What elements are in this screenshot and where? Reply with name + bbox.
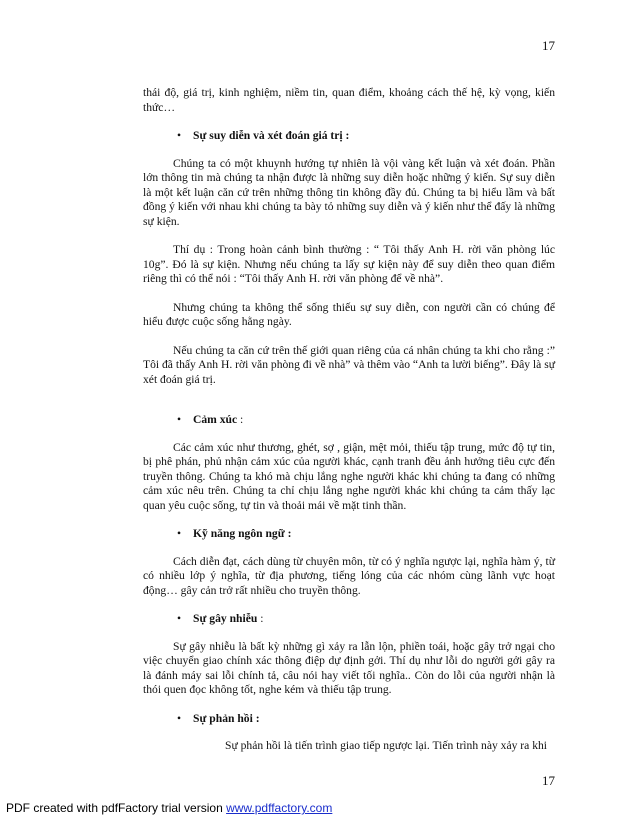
section-heading-language	[143, 527, 555, 542]
section-title: Kỹ năng ngôn ngữ :	[193, 527, 292, 540]
bullet-icon: •	[177, 413, 182, 426]
paragraph: Nhưng chúng ta không thể sống thiếu sự suy diễn, con người cần có chúng để hiểu được cuộc sống hằng ngày.	[143, 300, 555, 328]
section-heading-emotion	[143, 413, 555, 428]
paragraph: Các cảm xúc như thương, ghét, sợ , giận, mệt mỏi, thiếu tập trung, mức độ tự tin, bị phê phán, phủ nhận cảm xúc của người khác, cạnh tranh đều ảnh hưởng tiêu cực đến truyền thông. Chúng ta khó mà chịu lắng nghe người khác khi chúng ta đang có những cảm xúc nêu trên. Chúng ta chỉ chịu lắng nghe người khác khi chúng ta cảm thấy lạc quan yêu cuộc sống, tự tin và thoải mái về mặt tinh thần.	[143, 440, 555, 512]
page-number-bottom: 17	[542, 773, 555, 788]
section-title: Cảm xúc	[193, 413, 238, 426]
section-title-suffix: :	[237, 413, 244, 426]
bullet-icon: •	[177, 612, 182, 625]
paragraph: Sự phản hồi là tiến trình giao tiếp ngược lại. Tiến trình này xảy ra khi	[225, 739, 548, 752]
bullet-icon: •	[177, 129, 182, 142]
page-number-top: 17	[542, 38, 555, 53]
section-title: Sự suy diễn và xét đoán giá trị :	[193, 129, 350, 142]
paragraph: Sự gây nhiễu là bất kỳ những gì xảy ra lẫn lộn, phiền toái, hoặc gây trở ngại cho việc chuyển giao chính xác thông điệp dự định gởi. Thí dụ như lỗi do người gởi gây ra là đánh máy sai lỗi chính tả, câu nói hay viết tối nghĩa.. Còn do lỗi của người nhận là thói quen đọc không tốt, nghe kém và thiếu tập trung.	[143, 639, 555, 696]
pdf-footer	[6, 801, 332, 815]
section-heading-inference	[143, 129, 555, 144]
paragraph: Thí dụ : Trong hoàn cảnh bình thường : “ Tôi thấy Anh H. rời văn phòng lúc 10g”. Đó là sự kiện. Nhưng nếu chúng ta lấy sự kiện này để suy diễn theo quan điểm riêng thì có thể nói : “Tôi thấy Anh H. rời văn phòng để về nhà”.	[143, 243, 555, 285]
footer-link[interactable]: www.pdffactory.com	[226, 801, 333, 815]
bullet-icon: •	[177, 527, 182, 540]
paragraph: Cách diễn đạt, cách dùng từ chuyên môn, từ có ý nghĩa ngược lại, nghĩa hàm ý, từ có nhiều lớp ý nghĩa, từ địa phương, tiếng lóng của các nhóm cùng lãnh vực hoạt động… gây cản trở rất nhiều cho truyền thông.	[143, 554, 555, 597]
intro-paragraph: thái độ, giá trị, kinh nghiệm, niềm tin, quan điểm, khoảng cách thế hệ, kỳ vọng, kiến thức…	[143, 86, 555, 114]
footer-text: PDF created with pdfFactory trial version	[6, 801, 227, 815]
section-title: Sự gây nhiễu	[193, 612, 258, 625]
bullet-icon: •	[177, 711, 182, 725]
paragraph: Nếu chúng ta căn cứ trên thế giới quan riêng của cá nhân chúng ta khi cho rằng :” Tôi đã thấy Anh H. rời văn phòng đi về nhà” và thêm vào “Anh ta lười biếng”. Đây là sự xét đoán giá trị.	[143, 343, 555, 386]
section-title-suffix: :	[257, 612, 264, 625]
section-heading-noise	[143, 612, 555, 627]
paragraph: Chúng ta có một khuynh hướng tự nhiên là vội vàng kết luận và xét đoán. Phần lớn thông tin mà chúng ta nhận được là những suy diễn hoặc những ý kiến. Sự suy diễn là một kết luận căn cứ trên những thông tin không đầy đủ. Chúng ta bị hiểu lầm và bất đồng ý kiến với nhau khi chúng ta bày tỏ những suy diễn và ý kiến như thể đấy là những sự kiện.	[143, 156, 555, 228]
document-body	[143, 86, 555, 768]
section-heading-feedback	[143, 712, 555, 727]
section-title: Sự phản hồi :	[193, 711, 260, 725]
